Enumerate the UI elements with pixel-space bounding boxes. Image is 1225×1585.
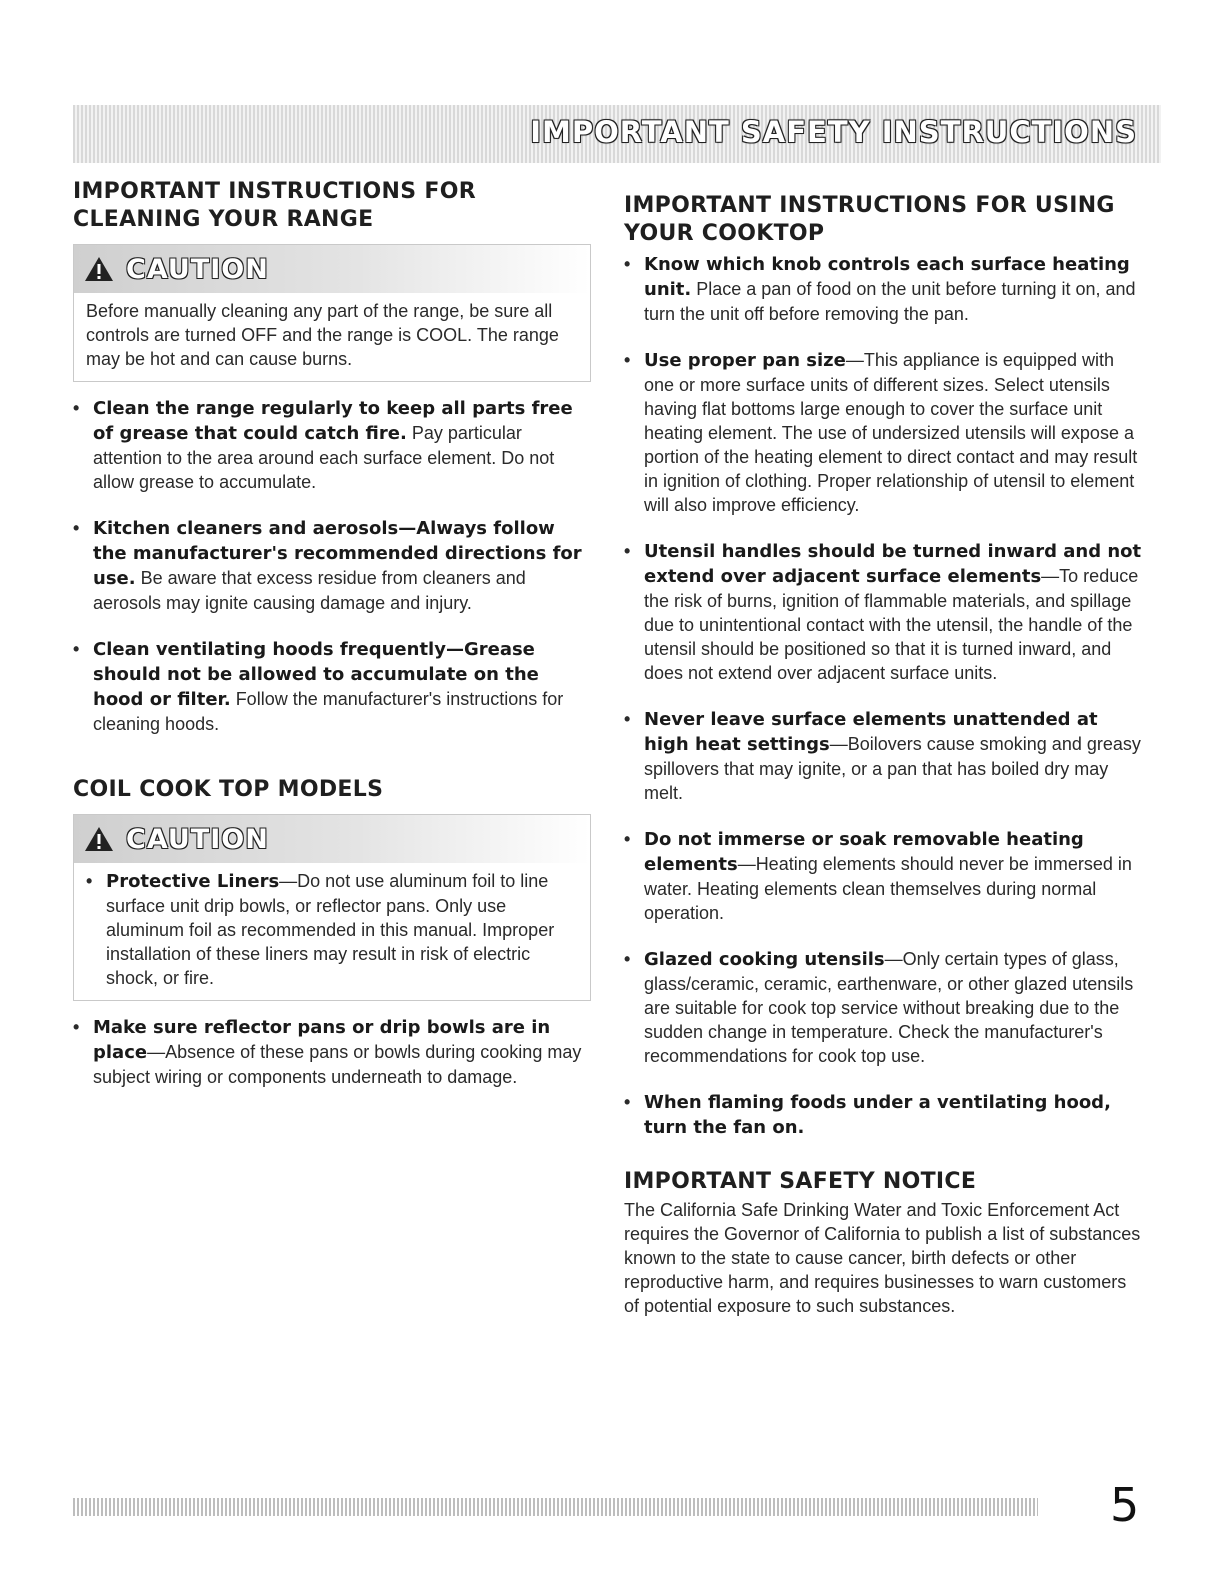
list-item	[86, 869, 578, 990]
bullet-icon: •	[624, 541, 631, 561]
bullet-icon: •	[624, 1092, 631, 1112]
caution-text: Before manually cleaning any part of the range, be sure all controls are turned OFF and the range is COOL. The range may be hot and can cause burns.	[86, 301, 559, 369]
notice-text: The California Safe Drinking Water and Toxic Enforcement Act requires the Governor of California to publish a list of substances known to the state to cause cancer, birth defects or other reproductive harm, and requires businesses to warn customers of potential exposure to such substances.	[624, 1200, 1141, 1316]
list-item	[624, 252, 1144, 326]
item-bold: Make sure reflector pans or drip bowls are in place	[93, 1017, 551, 1063]
caution-box-coil	[73, 814, 591, 1001]
list-item	[624, 1090, 1144, 1140]
item-bold: Glazed cooking utensils	[644, 949, 885, 970]
bullet-icon: •	[624, 350, 631, 370]
caution-header	[74, 245, 590, 293]
left-column	[73, 178, 591, 1111]
item-text: —Only certain types of glass, glass/ceramic, ceramic, earthenware, or other glazed utensils are suitable for cook top service without breaking due to the sudden change in temperature. Check the manufacturer's recommendations for cook top use.	[644, 949, 1134, 1066]
caution-label: CAUTION	[126, 823, 269, 855]
item-bold: Protective Liners	[106, 871, 280, 892]
caution-box-cleaning	[73, 244, 591, 382]
bullet-icon: •	[624, 949, 631, 969]
item-text: —Do not use aluminum foil to line surface unit drip bowls, or reflector pans. Only use aluminum foil as recommended in this manual. Improper installation of these liners may result in risk of electric shock, or fire.	[106, 871, 555, 988]
warning-triangle-icon	[84, 256, 114, 282]
caution-label: CAUTION	[126, 253, 269, 285]
item-text: Place a pan of food on the unit before turning it on, and turn the unit off before removing the pan.	[644, 279, 1136, 324]
header-banner	[73, 105, 1161, 163]
item-bold: When flaming foods under a ventilating hood, turn the fan on.	[644, 1092, 1111, 1138]
item-bold: Kitchen cleaners and aerosols—Always follow the manufacturer's recommended directions for use.	[93, 518, 582, 589]
item-bold: Never leave surface elements unattended at high heat settings	[644, 709, 1098, 755]
list-item	[73, 1015, 591, 1089]
bullet-icon: •	[73, 518, 80, 538]
right-column	[624, 192, 1144, 1318]
warning-triangle-icon	[84, 826, 114, 852]
caution-body	[74, 863, 590, 990]
item-text: —This appliance is equipped with one or more surface units of different sizes. Select utensils having flat bottoms large enough to cover the surface unit heating element. The use of undersized utensils will expose a portion of the heating element to direct contact and may result in ignition of clothing. Proper relationship of utensil to element will also improve efficiency.	[644, 350, 1138, 515]
item-text: —Heating elements should never be immersed in water. Heating elements clean themselves during normal operation.	[644, 854, 1132, 923]
bullet-icon: •	[73, 1017, 80, 1037]
list-item	[624, 947, 1144, 1068]
banner-title: IMPORTANT SAFETY INSTRUCTIONS	[530, 115, 1137, 149]
item-bold: Do not immerse or soak removable heating elements	[644, 829, 1084, 875]
bullet-icon: •	[86, 871, 93, 891]
list-item	[73, 396, 591, 494]
item-bold: Use proper pan size	[644, 350, 846, 371]
coil-heading: COIL COOK TOP MODELS	[73, 777, 384, 802]
list-item	[73, 637, 591, 736]
cooktop-heading: IMPORTANT INSTRUCTIONS FOR USING YOUR COOKTOP	[624, 193, 1115, 246]
item-text: —To reduce the risk of burns, ignition of flammable materials, and spillage due to unintentional contact with the utensil, the handle of the utensil should be positioned so that it is turned inward, and does not extend over adjacent surface units.	[644, 566, 1139, 683]
cleaning-heading: IMPORTANT INSTRUCTIONS FOR CLEANING YOUR RANGE	[73, 179, 476, 232]
list-item	[624, 707, 1144, 805]
item-text: Follow the manufacturer's instructions for cleaning hoods.	[93, 689, 564, 734]
footer-bar	[73, 1498, 1038, 1516]
page-number: 5	[1110, 1478, 1140, 1532]
bullet-icon: •	[73, 398, 80, 418]
list-item	[624, 348, 1144, 517]
bullet-icon: •	[624, 254, 631, 274]
item-bold: Know which knob controls each surface heating unit.	[644, 254, 1130, 300]
item-text: Pay particular attention to the area around each surface element. Do not allow grease to accumulate.	[93, 423, 555, 492]
notice-heading: IMPORTANT SAFETY NOTICE	[624, 1169, 977, 1194]
item-text: —Boilovers cause smoking and greasy spillovers that may ignite, or a pan that has boiled dry may melt.	[644, 734, 1141, 803]
item-text: —Absence of these pans or bowls during cooking may subject wiring or components underneath to damage.	[93, 1042, 582, 1087]
item-bold: Clean ventilating hoods frequently—Grease should not be allowed to accumulate on the hood or filter.	[93, 639, 539, 710]
bullet-icon: •	[73, 639, 80, 659]
item-bold: Clean the range regularly to keep all parts free of grease that could catch fire.	[93, 398, 573, 444]
list-item	[73, 516, 591, 615]
item-bold: Utensil handles should be turned inward and not extend over adjacent surface elements	[644, 541, 1142, 587]
bullet-icon: •	[624, 709, 631, 729]
caution-header	[74, 815, 590, 863]
item-text: Be aware that excess residue from cleaners and aerosols may ignite causing damage and injury.	[93, 568, 526, 613]
list-item	[624, 827, 1144, 925]
list-item	[624, 539, 1144, 685]
bullet-icon: •	[624, 829, 631, 849]
